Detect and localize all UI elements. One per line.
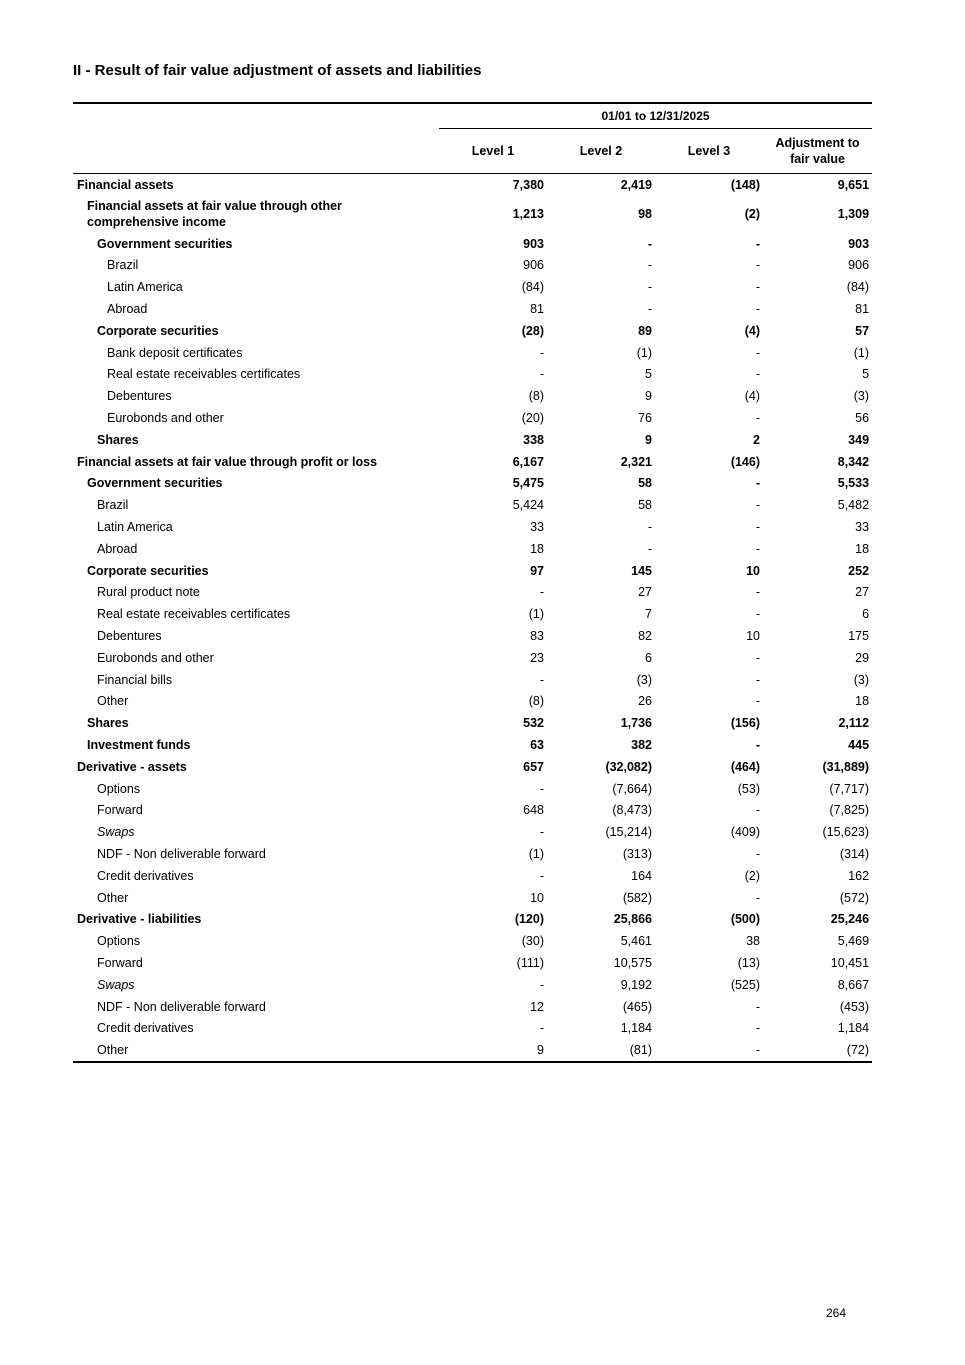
table-row: [73, 669, 872, 691]
level-3-value: (500): [730, 912, 760, 927]
table-row: [73, 342, 872, 364]
level-2-value: 58: [638, 498, 652, 513]
level-3-value: (409): [730, 825, 760, 840]
adjustment-value: 162: [848, 868, 870, 883]
level-3-value: 38: [746, 934, 760, 949]
level-1-value: 7,380: [512, 177, 544, 192]
level-1-value: -: [539, 345, 544, 360]
table-row: [73, 364, 872, 386]
level-3-value: -: [755, 258, 760, 273]
adjustment-value: (3): [853, 672, 870, 687]
level-3-value: (2): [744, 868, 760, 883]
level-3-value: -: [755, 803, 760, 818]
row-label: Eurobonds and other: [97, 650, 214, 665]
level-3-value: -: [755, 302, 760, 317]
row-label: Brazil: [97, 498, 129, 513]
level-1-value: (28): [521, 323, 544, 338]
level-3-value: -: [755, 694, 760, 709]
row-label: Eurobonds and other: [107, 411, 224, 426]
adjustment-value: 9,651: [837, 177, 870, 192]
level-3-value: -: [755, 890, 760, 905]
level-2-value: (1): [636, 345, 652, 360]
level-2-value: 5,461: [620, 934, 652, 949]
row-label: Forward: [97, 955, 143, 970]
level-2-value: 1,736: [620, 716, 652, 731]
level-2-value: 164: [631, 868, 652, 883]
adjustment-header-text: Adjustment to fair value: [775, 136, 860, 166]
row-label: Derivative - liabilities: [77, 912, 202, 927]
table-row: [73, 625, 872, 647]
level-3-value: -: [755, 1021, 760, 1036]
row-label: Financial bills: [97, 672, 173, 687]
level-2-value: 1,184: [620, 1021, 652, 1036]
adjustment-value: (7,717): [829, 781, 870, 796]
level-1-value: -: [539, 977, 544, 992]
level-1-value: 6,167: [512, 454, 544, 469]
adjustment-value: 18: [855, 541, 870, 556]
row-label: Options: [97, 781, 141, 796]
level-2-value: 145: [631, 563, 652, 578]
adjustment-value: 57: [855, 323, 870, 338]
table-row: [73, 473, 872, 495]
level-3-value: -: [755, 999, 760, 1014]
level-3-value: -: [755, 520, 760, 535]
adjustment-value: (453): [839, 999, 870, 1014]
adjustment-value: 252: [848, 563, 870, 578]
level-3-value: -: [755, 476, 760, 491]
adjustment-value: 18: [855, 694, 870, 709]
level-3-value: -: [755, 367, 760, 382]
level-1-value: 338: [523, 432, 544, 447]
level-1-value: -: [539, 367, 544, 382]
level-2-value: 25,866: [613, 912, 652, 927]
column-header-adjustment: [763, 129, 872, 174]
table-row: [73, 909, 872, 931]
level-1-value: (20): [521, 411, 544, 426]
adjustment-value: 349: [848, 432, 870, 447]
level-2-value: 10,575: [613, 955, 652, 970]
level-3-value: -: [755, 738, 760, 753]
row-label: Government securities: [87, 476, 223, 491]
row-label: Credit derivatives: [97, 1021, 194, 1036]
level-3-value: (525): [730, 977, 760, 992]
table-row: [73, 712, 872, 734]
adjustment-value: 5: [862, 367, 870, 382]
fair-value-table: [73, 102, 872, 1063]
row-label: NDF - Non deliverable forward: [97, 999, 266, 1014]
table-row: [73, 821, 872, 843]
table-row: [73, 560, 872, 582]
adjustment-value: (15,623): [822, 825, 870, 840]
level-3-value: -: [755, 541, 760, 556]
level-3-value: -: [755, 672, 760, 687]
level-3-value: -: [755, 236, 760, 251]
level-3-value: 10: [746, 563, 760, 578]
level-2-value: 9: [645, 432, 652, 447]
table-row: [73, 298, 872, 320]
level-1-value: 5,475: [512, 476, 544, 491]
adjustment-value: 8,342: [837, 454, 870, 469]
level-1-value: 33: [530, 520, 544, 535]
adjustment-value: 5,482: [837, 498, 870, 513]
level-2-value: 58: [638, 476, 652, 491]
row-label: Investment funds: [87, 738, 191, 753]
level-1-value: (111): [516, 955, 544, 970]
row-label: Latin America: [107, 280, 183, 295]
table-row: [73, 407, 872, 429]
table-row: [73, 778, 872, 800]
adjustment-value: 81: [855, 302, 870, 317]
adjustment-value: 33: [855, 520, 870, 535]
level-1-value: -: [539, 672, 544, 687]
header-label-blank: [73, 129, 439, 174]
column-header-level-3: Level 3: [655, 129, 763, 174]
level-3-value: -: [755, 847, 760, 861]
table-row: [73, 996, 872, 1018]
row-label: Shares: [87, 716, 129, 731]
level-3-value: -: [755, 585, 760, 600]
level-2-value: (81): [547, 1039, 655, 1062]
level-2-value: -: [647, 520, 652, 535]
adjustment-value: 6: [862, 607, 870, 622]
adjustment-value: 1,309: [837, 207, 870, 222]
adjustment-value: (84): [846, 280, 870, 295]
adjustment-value: (572): [839, 890, 870, 905]
table-row: [73, 1017, 872, 1039]
table-row: [73, 647, 872, 669]
level-3-value: -: [755, 650, 760, 665]
row-label: Debentures: [107, 389, 172, 404]
row-label: Abroad: [97, 541, 138, 556]
table-row: [73, 691, 872, 713]
page-number: 264: [826, 1306, 847, 1320]
table-row: [73, 516, 872, 538]
adjustment-value: 2,112: [838, 716, 870, 731]
row-label: Other: [97, 890, 129, 905]
level-1-value: 12: [530, 999, 544, 1014]
level-2-value: (3): [636, 672, 652, 687]
level-3-value: (146): [730, 454, 760, 469]
level-1-value: 23: [530, 650, 544, 665]
row-label: Latin America: [97, 520, 173, 535]
table-row: [73, 233, 872, 255]
level-3-value: -: [755, 607, 760, 622]
adjustment-value: 175: [848, 629, 870, 644]
level-1-value: (8): [528, 694, 544, 709]
level-3-value: (148): [730, 177, 760, 192]
adjustment-value: (31,889): [822, 759, 870, 774]
level-2-value: 76: [638, 411, 652, 426]
row-label: Real estate receivables certificates: [97, 607, 291, 622]
level-1-value: 657: [523, 759, 544, 774]
column-header-level-2: Level 2: [547, 129, 655, 174]
row-label: Shares: [97, 432, 139, 447]
level-3-value: -: [755, 280, 760, 295]
row-label: Forward: [97, 803, 143, 818]
table-row: [73, 756, 872, 778]
table-row: [73, 843, 872, 865]
adjustment-value: 8,667: [837, 977, 870, 992]
level-1-value: 903: [523, 236, 544, 251]
level-2-value: 9: [645, 389, 652, 404]
level-2-value: 9,192: [620, 977, 652, 992]
level-1-value: 10: [530, 890, 544, 905]
column-header-level-1: Level 1: [439, 129, 547, 174]
level-3-value: 10: [746, 629, 760, 644]
level-2-value: 2,419: [620, 177, 652, 192]
level-1-value: 63: [530, 738, 544, 753]
row-label: Financial assets at fair value through other comprehensive income: [87, 199, 342, 230]
adjustment-value: 5,533: [837, 476, 870, 491]
level-2-value: 7: [645, 607, 652, 622]
level-3-value: -: [755, 498, 760, 513]
table-row: [73, 255, 872, 277]
adjustment-value: 1,184: [837, 1021, 870, 1036]
row-label: Financial assets at fair value through profit or loss: [77, 454, 378, 469]
level-3-value: -: [655, 1039, 763, 1062]
level-1-value: (120): [514, 912, 544, 927]
level-1-value: 97: [530, 563, 544, 578]
level-3-value: (4): [744, 389, 760, 404]
table-row: [73, 451, 872, 473]
level-3-value: (53): [737, 781, 760, 796]
table-header: [73, 103, 872, 174]
adjustment-value: 906: [848, 258, 870, 273]
adjustment-value: (7,825): [829, 803, 870, 818]
level-1-value: (8): [528, 389, 544, 404]
level-2-value: 27: [638, 585, 652, 600]
adjustment-value: 25,246: [830, 912, 870, 927]
level-2-value: 26: [638, 694, 652, 709]
table-row: [73, 1039, 872, 1062]
table-row: [73, 865, 872, 887]
row-label: Credit derivatives: [97, 868, 194, 883]
table-row: [73, 734, 872, 756]
table-row: [73, 538, 872, 560]
level-2-value: 82: [638, 629, 652, 644]
level-1-value: (84): [521, 280, 544, 295]
adjustment-value: 903: [848, 236, 870, 251]
level-2-value: (32,082): [605, 759, 652, 774]
table-row: [73, 320, 872, 342]
level-2-value: -: [647, 258, 652, 273]
level-2-value: 5: [645, 367, 652, 382]
level-2-value: (582): [622, 890, 652, 905]
table-body: [73, 174, 872, 1063]
period-header: 01/01 to 12/31/2025: [439, 103, 872, 129]
level-3-value: (156): [730, 716, 760, 731]
level-2-value: -: [647, 236, 652, 251]
table-row: [73, 974, 872, 996]
adjustment-value: 56: [855, 411, 870, 426]
level-1-value: (30): [521, 934, 544, 949]
table-row: [73, 800, 872, 822]
level-2-value: (313): [622, 847, 652, 861]
level-3-value: -: [755, 411, 760, 426]
level-1-value: (1): [528, 847, 544, 861]
level-2-value: (7,664): [612, 781, 652, 796]
level-3-value: (464): [730, 759, 760, 774]
level-2-value: (15,214): [605, 825, 652, 840]
table-row: [73, 429, 872, 451]
row-label: Corporate securities: [87, 563, 209, 578]
level-2-value: (8,473): [612, 803, 652, 818]
adjustment-value: 10,451: [830, 955, 870, 970]
level-2-value: 6: [645, 650, 652, 665]
level-2-value: -: [647, 541, 652, 556]
fair-value-table-container: [73, 102, 872, 1063]
level-1-value: -: [539, 868, 544, 883]
level-3-value: (4): [744, 323, 760, 338]
level-1-value: -: [539, 825, 544, 840]
table-row: [73, 603, 872, 625]
level-1-value: (1): [528, 607, 544, 622]
level-2-value: -: [647, 280, 652, 295]
adjustment-value: (314): [839, 847, 870, 861]
level-1-value: 532: [523, 716, 544, 731]
adjustment-value: 29: [855, 650, 870, 665]
row-label: Other: [73, 1039, 439, 1062]
row-label: Derivative - assets: [77, 759, 187, 774]
level-1-value: -: [539, 781, 544, 796]
level-2-value: 89: [638, 323, 652, 338]
row-label: Bank deposit certificates: [107, 345, 243, 360]
adjustment-value: 5,469: [837, 934, 870, 949]
table-row: [73, 196, 872, 233]
table-row: [73, 582, 872, 604]
page-title: II - Result of fair value adjustment of assets and liabilities: [73, 62, 482, 79]
level-1-value: 906: [523, 258, 544, 273]
adjustment-value: (72): [763, 1039, 872, 1062]
row-label: Rural product note: [97, 585, 200, 600]
table-row: [73, 952, 872, 974]
row-label: Other: [97, 694, 129, 709]
level-2-value: 382: [631, 738, 652, 753]
row-label: Debentures: [97, 629, 162, 644]
row-label: NDF - Non deliverable forward: [97, 847, 266, 861]
table-row: [73, 494, 872, 516]
level-1-value: 5,424: [512, 498, 544, 513]
adjustment-value: 445: [848, 738, 870, 753]
header-blank: [73, 103, 439, 129]
adjustment-value: 27: [855, 585, 870, 600]
level-1-value: 81: [530, 302, 544, 317]
adjustment-value: (3): [853, 389, 870, 404]
row-label: Swaps: [97, 825, 135, 840]
level-1-value: 648: [523, 803, 544, 818]
adjustment-value: (1): [853, 345, 870, 360]
row-label: Brazil: [107, 258, 139, 273]
level-2-value: 98: [638, 207, 652, 222]
row-label: Options: [97, 934, 141, 949]
table-row: [73, 930, 872, 952]
row-label: Financial assets: [77, 177, 174, 192]
row-label: Abroad: [107, 302, 148, 317]
row-label: Real estate receivables certificates: [107, 367, 301, 382]
level-3-value: (2): [744, 207, 760, 222]
level-3-value: (13): [737, 955, 760, 970]
level-2-value: -: [647, 302, 652, 317]
table-row: [73, 174, 872, 196]
level-1-value: 83: [530, 629, 544, 644]
level-2-value: 2,321: [620, 454, 652, 469]
level-1-value: 9: [439, 1039, 547, 1062]
table-row: [73, 276, 872, 298]
level-1-value: -: [539, 1021, 544, 1036]
level-3-value: 2: [753, 432, 760, 447]
level-2-value: (465): [622, 999, 652, 1014]
level-3-value: -: [755, 345, 760, 360]
level-1-value: 18: [530, 541, 544, 556]
table-row: [73, 385, 872, 407]
level-1-value: -: [539, 585, 544, 600]
level-1-value: 1,213: [512, 207, 544, 222]
row-label: Corporate securities: [97, 323, 219, 338]
row-label: Government securities: [97, 236, 233, 251]
table-row: [73, 887, 872, 909]
row-label: Swaps: [97, 977, 135, 992]
